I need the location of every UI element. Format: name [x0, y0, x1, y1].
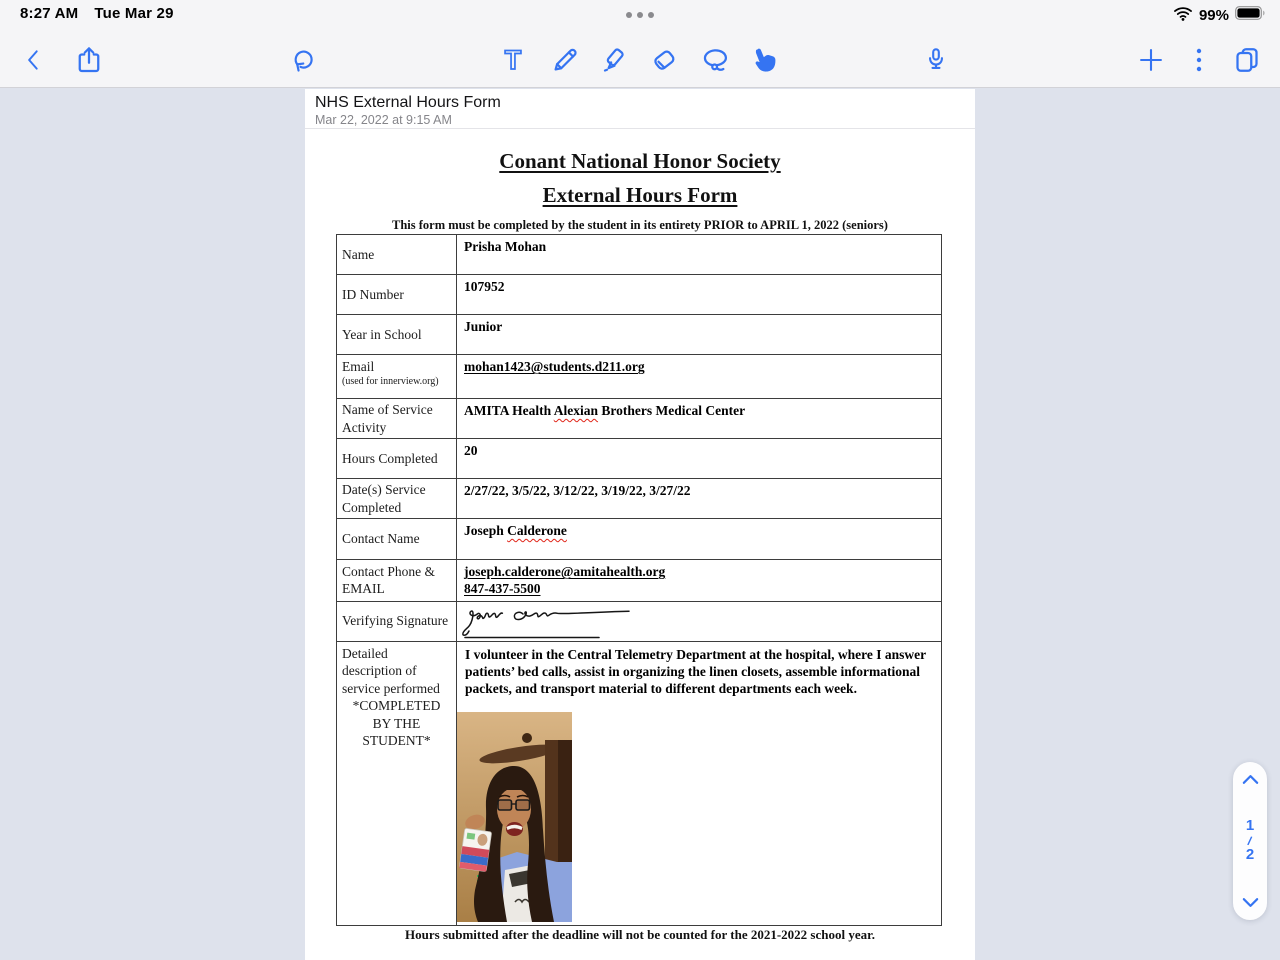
- text-tool-button[interactable]: [494, 41, 532, 79]
- volunteer-photo: [457, 712, 572, 922]
- status-time-date: [20, 5, 174, 22]
- misspelled-word: Calderone: [507, 523, 567, 538]
- eraser-icon: [649, 45, 679, 75]
- chevron-up-icon: [1241, 773, 1260, 785]
- contact-phone-link[interactable]: 847-437-5500: [464, 581, 541, 597]
- table-row: [337, 560, 942, 602]
- page-up-button[interactable]: [1241, 773, 1260, 785]
- field-dates-value: 2/27/22, 3/5/22, 3/12/22, 3/19/22, 3/27/22: [457, 479, 942, 519]
- table-row: [337, 355, 942, 399]
- table-row: [337, 479, 942, 519]
- share-button[interactable]: [70, 41, 108, 79]
- table-row: [337, 315, 942, 355]
- pages-icon: [1232, 45, 1262, 75]
- form-instruction: This form must be completed by the student in its entirety PRIOR to APRIL 1, 2022 (seniors): [392, 218, 888, 232]
- field-name-value: Prisha Mohan: [457, 235, 942, 275]
- field-hours-label: Hours Completed: [337, 439, 457, 479]
- hours-form-table: [336, 234, 942, 926]
- pages-button[interactable]: [1228, 41, 1266, 79]
- multitask-indicator-icon[interactable]: [626, 12, 654, 18]
- table-row: [337, 641, 942, 925]
- lasso-icon: [700, 45, 730, 75]
- contact-email-link[interactable]: joseph.calderone@amitahealth.org: [464, 564, 666, 579]
- field-description-label: Detailed description of service performed *COMPLETED BY THE STUDENT*: [337, 641, 457, 925]
- signature-image: [461, 603, 701, 641]
- field-name-label: Name: [337, 235, 457, 275]
- field-activity-value: AMITA Health Alexian Brothers Medical Center: [457, 399, 942, 439]
- field-contact-label: Contact Name: [337, 519, 457, 560]
- field-phone-email-value: [457, 560, 942, 602]
- highlighter-icon: [600, 45, 630, 75]
- field-dates-label: Date(s) Service Completed: [337, 479, 457, 519]
- field-email-value: [457, 355, 942, 399]
- form-title-line1: Conant National Honor Society: [499, 149, 781, 173]
- table-row: [337, 519, 942, 560]
- total-pages: 2: [1245, 846, 1255, 864]
- more-options-button[interactable]: [1180, 41, 1218, 79]
- field-id-label: ID Number: [337, 275, 457, 315]
- wifi-icon: [1173, 5, 1193, 25]
- pen-icon: [550, 45, 580, 75]
- misspelled-word: Alexian: [553, 403, 599, 418]
- finger-draw-tool-button[interactable]: [743, 41, 781, 79]
- table-row: [337, 601, 942, 641]
- status-time: 8:27 AM: [20, 5, 79, 22]
- plus-icon: [1137, 46, 1165, 74]
- eraser-tool-button[interactable]: [645, 41, 683, 79]
- battery-icon: [1235, 6, 1266, 24]
- ellipsis-vertical-icon: [1187, 46, 1211, 74]
- status-date: Tue Mar 29: [94, 5, 174, 22]
- field-year-label: Year in School: [337, 315, 457, 355]
- share-icon: [74, 45, 104, 75]
- field-contact-value: Joseph Calderone: [457, 519, 942, 560]
- text-tool-icon: T: [504, 44, 522, 75]
- page-down-button[interactable]: [1241, 897, 1260, 909]
- chevron-down-icon: [1241, 897, 1260, 909]
- field-description-value: [457, 641, 942, 925]
- finger-draw-icon: [747, 45, 778, 76]
- student-email-link[interactable]: mohan1423@students.d211.org: [464, 359, 645, 374]
- attachment-date: Mar 22, 2022 at 9:15 AM: [315, 113, 452, 127]
- table-row: [337, 235, 942, 275]
- field-email-label: Email (used for innerview.org): [337, 355, 457, 399]
- attachment-title: NHS External Hours Form: [315, 94, 501, 111]
- page-indicator: [1246, 817, 1254, 865]
- table-row: [337, 275, 942, 315]
- field-signature-value: [457, 601, 942, 641]
- top-bar: [0, 0, 1280, 88]
- field-description-note: *COMPLETED BY THE STUDENT*: [352, 698, 441, 749]
- field-signature-label: Verifying Signature: [337, 601, 457, 641]
- dictation-button[interactable]: [917, 41, 955, 79]
- field-hours-value: 20: [457, 439, 942, 479]
- undo-icon: [289, 46, 318, 75]
- field-activity-label: Name of Service Activity: [337, 399, 457, 439]
- page-separator: /: [1246, 833, 1254, 848]
- description-text: I volunteer in the Central Telemetry Department at the hospital, where I answer patients’ bed calls, assist in organizing the linen closets, assemble informational packets, and transport material to different departments each week.: [465, 646, 926, 697]
- undo-button[interactable]: [284, 41, 322, 79]
- field-id-value: 107952: [457, 275, 942, 315]
- field-email-note: (used for innerview.org): [342, 375, 439, 387]
- microphone-icon: [922, 46, 950, 74]
- lasso-tool-button[interactable]: [696, 41, 734, 79]
- highlighter-tool-button[interactable]: [596, 41, 634, 79]
- document-preview[interactable]: [305, 89, 975, 960]
- battery-percent: 99%: [1198, 6, 1229, 24]
- table-row: [337, 439, 942, 479]
- attachment-header: [305, 89, 975, 129]
- page-navigator[interactable]: [1233, 762, 1267, 920]
- form-title-line2: External Hours Form: [542, 183, 738, 207]
- add-button[interactable]: [1132, 41, 1170, 79]
- current-page: 1: [1245, 816, 1255, 834]
- back-button[interactable]: [15, 41, 53, 79]
- table-row: [337, 399, 942, 439]
- field-year-value: Junior: [457, 315, 942, 355]
- form-footer-note: Hours submitted after the deadline will not be counted for the 2021-2022 school year.: [405, 927, 875, 942]
- field-phone-email-label: Contact Phone & EMAIL: [337, 560, 457, 602]
- pen-tool-button[interactable]: [546, 41, 584, 79]
- status-right-cluster: [1173, 5, 1266, 25]
